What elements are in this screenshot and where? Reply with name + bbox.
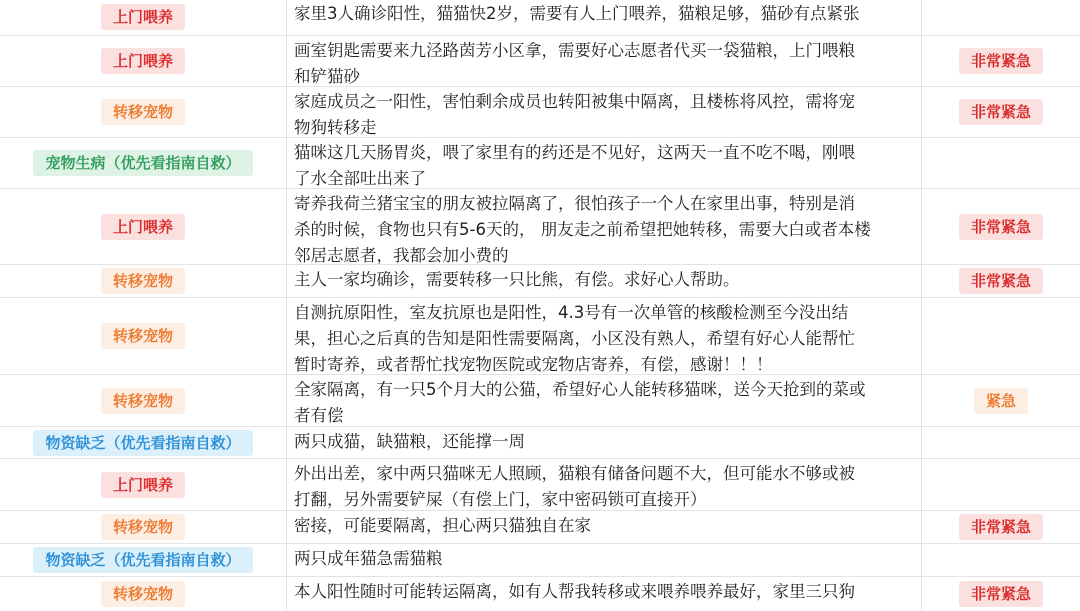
urgency-cell — [922, 375, 1080, 426]
description-text: 本人阳性随时可能转运隔离，如有人帮我转移或来喂养喂养最好，家里三只狗 — [294, 582, 855, 601]
category-tag[interactable]: 上门喂养 — [101, 48, 185, 74]
category-tag[interactable]: 物资缺乏（优先看指南自救） — [33, 547, 252, 573]
category-cell — [0, 511, 287, 543]
description-cell — [287, 189, 922, 264]
urgency-tag[interactable]: 非常紧急 — [959, 99, 1043, 125]
table-row — [0, 297, 1080, 374]
category-cell — [0, 459, 287, 510]
description-cell — [287, 375, 922, 426]
category-cell — [0, 36, 287, 86]
urgency-cell — [922, 459, 1080, 510]
description-text: 家庭成员之一阳性，害怕剩余成员也转阳被集中隔离，且楼栋将风控，需将宠 物狗转移走 — [294, 92, 855, 137]
description-cell — [287, 265, 922, 297]
urgency-tag[interactable]: 非常紧急 — [959, 268, 1043, 294]
description-cell — [287, 0, 922, 35]
description-text: 密接，可能要隔离，担心两只猫独自在家 — [294, 516, 591, 535]
category-cell — [0, 265, 287, 297]
description-cell — [287, 36, 922, 86]
category-tag[interactable]: 上门喂养 — [101, 214, 185, 240]
category-tag[interactable]: 宠物生病（优先看指南自救） — [33, 150, 252, 176]
category-tag[interactable]: 上门喂养 — [101, 4, 185, 30]
category-cell — [0, 577, 287, 611]
table-row — [0, 374, 1080, 426]
description-cell — [287, 138, 922, 188]
urgency-tag[interactable]: 非常紧急 — [959, 581, 1043, 607]
category-cell — [0, 0, 287, 35]
description-text: 自测抗原阳性，室友抗原也是阳性，4.3号有一次单管的核酸检测至今没出结 果，担心之后真的告知是阳性需要隔离，小区没有熟人，希望有好心人能帮忙 暂时寄养，或者帮忙找宠物医院或宠物店寄养，有偿，感谢！！！ — [294, 303, 855, 374]
urgency-tag[interactable]: 非常紧急 — [959, 48, 1043, 74]
table-row — [0, 0, 1080, 35]
description-text: 画室钥匙需要来九泾路茵芳小区拿，需要好心志愿者代买一袋猫粮，上门喂粮 和铲猫砂 — [294, 41, 855, 86]
description-cell — [287, 577, 922, 611]
category-tag[interactable]: 上门喂养 — [101, 472, 185, 498]
table-row — [0, 137, 1080, 188]
description-text: 外出出差，家中两只猫咪无人照顾，猫粮有储备问题不大，但可能水不够或被 打翻，另外需要铲屎（有偿上门，家中密码锁可直接开） — [294, 464, 855, 509]
description-cell — [287, 87, 922, 137]
urgency-cell — [922, 427, 1080, 458]
table-row — [0, 35, 1080, 86]
table-row — [0, 458, 1080, 510]
table-row — [0, 510, 1080, 543]
category-cell — [0, 87, 287, 137]
urgency-cell — [922, 577, 1080, 611]
urgency-cell — [922, 298, 1080, 374]
urgency-cell — [922, 87, 1080, 137]
description-text: 全家隔离，有一只5个月大的公猫，希望好心人能转移猫咪，送今天抢到的菜或 者有偿 — [294, 380, 866, 425]
category-cell — [0, 427, 287, 458]
description-cell — [287, 298, 922, 374]
table-row — [0, 543, 1080, 576]
category-tag[interactable]: 转移宠物 — [101, 514, 185, 540]
urgency-cell — [922, 189, 1080, 264]
category-tag[interactable]: 转移宠物 — [101, 99, 185, 125]
category-tag[interactable]: 转移宠物 — [101, 581, 185, 607]
description-cell — [287, 544, 922, 576]
category-cell — [0, 298, 287, 374]
category-tag[interactable]: 转移宠物 — [101, 268, 185, 294]
description-text: 两只成年猫急需猫粮 — [294, 549, 443, 568]
description-text: 两只成猫，缺猫粮，还能撑一周 — [294, 432, 525, 451]
table-row — [0, 86, 1080, 137]
category-tag[interactable]: 转移宠物 — [101, 388, 185, 414]
urgency-cell — [922, 36, 1080, 86]
urgency-cell — [922, 265, 1080, 297]
urgency-cell — [922, 0, 1080, 35]
urgency-tag[interactable]: 非常紧急 — [959, 214, 1043, 240]
urgency-tag[interactable]: 非常紧急 — [959, 514, 1043, 540]
description-text: 猫咪这几天肠胃炎，喂了家里有的药还是不见好，这两天一直不吃不喝，刚喂 了水全部吐出来了 — [294, 143, 855, 188]
description-cell — [287, 511, 922, 543]
description-cell — [287, 459, 922, 510]
category-tag[interactable]: 物资缺乏（优先看指南自救） — [33, 430, 252, 456]
table-row — [0, 426, 1080, 458]
urgency-cell — [922, 138, 1080, 188]
category-cell — [0, 138, 287, 188]
urgency-cell — [922, 544, 1080, 576]
table-row — [0, 264, 1080, 297]
description-text: 家里3人确诊阳性，猫猫快2岁，需要有人上门喂养，猫粮足够，猫砂有点紧张 — [294, 4, 860, 23]
description-text: 主人一家均确诊，需要转移一只比熊，有偿。求好心人帮助。 — [294, 270, 740, 289]
description-cell — [287, 427, 922, 458]
category-cell — [0, 189, 287, 264]
category-cell — [0, 544, 287, 576]
urgency-cell — [922, 511, 1080, 543]
table-row — [0, 576, 1080, 611]
description-text: 寄养我荷兰猪宝宝的朋友被拉隔离了，很怕孩子一个人在家里出事，特别是消 杀的时候，食物也只有5-6天的， 朋友走之前希望把她转移，需要大白或者本楼 邻居志愿者，我都会加小费的 — [294, 194, 871, 265]
urgency-tag[interactable]: 紧急 — [974, 388, 1028, 414]
category-tag[interactable]: 转移宠物 — [101, 323, 185, 349]
category-cell — [0, 375, 287, 426]
table-row — [0, 188, 1080, 264]
